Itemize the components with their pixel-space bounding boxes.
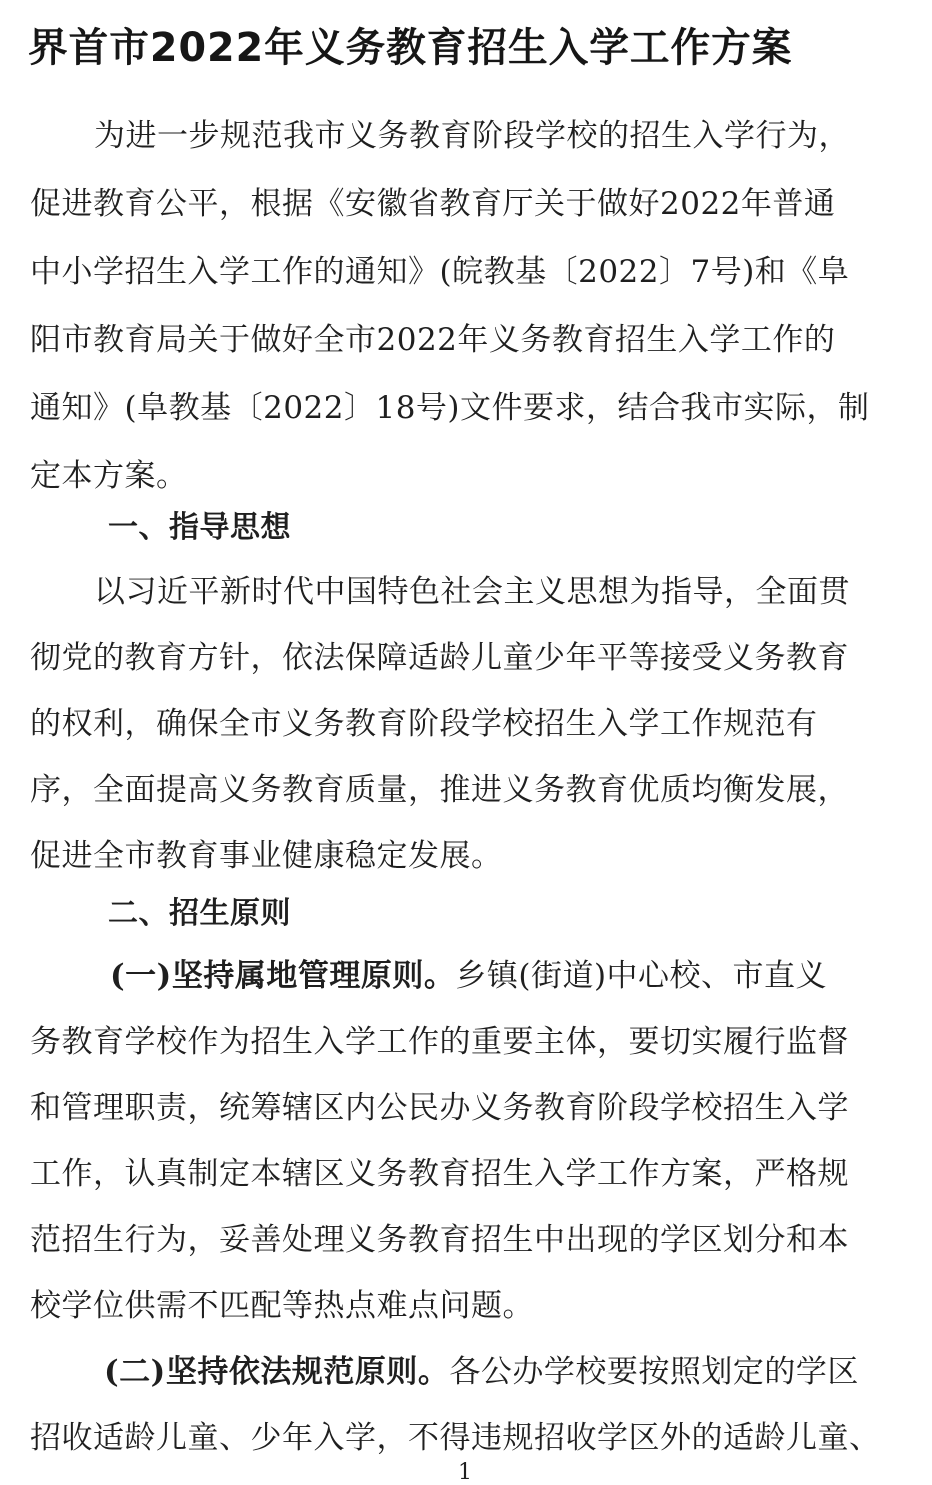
intro-line-4: 阳市教育局关于做好全市2022年义务教育招生入学工作的 bbox=[30, 322, 836, 358]
principle2-first-line bbox=[104, 1352, 859, 1392]
principle2-first-line-rest: 各公办学校要按照划定的学区 bbox=[449, 1354, 859, 1390]
section1-line-4: 序，全面提高义务教育质量，推进义务教育优质均衡发展， bbox=[30, 772, 849, 808]
principle1-lead: (一)坚持属地管理原则。 bbox=[110, 958, 456, 994]
principle1-line-2: 务教育学校作为招生入学工作的重要主体，要切实履行监督 bbox=[30, 1024, 849, 1060]
intro-line-3: 中小学招生入学工作的通知》(皖教基〔2022〕7号)和《阜 bbox=[30, 254, 850, 290]
principle1-first-line bbox=[110, 956, 827, 996]
section1-line-5: 促进全市教育事业健康稳定发展。 bbox=[30, 838, 503, 874]
section-heading-enrollment-principles: 二、招生原则 bbox=[108, 896, 291, 931]
principle2-lead: (二)坚持依法规范原则。 bbox=[104, 1354, 450, 1390]
document-title: 界首市2022年义务教育招生入学工作方案 bbox=[28, 25, 793, 71]
principle1-line-4: 工作，认真制定本辖区义务教育招生入学工作方案，严格规 bbox=[30, 1156, 849, 1192]
section1-line-3: 的权利，确保全市义务教育阶段学校招生入学工作规范有 bbox=[30, 706, 818, 742]
intro-line-6: 定本方案。 bbox=[30, 458, 188, 494]
principle1-line-5: 范招生行为，妥善处理义务教育招生中出现的学区划分和本 bbox=[30, 1222, 849, 1258]
intro-line-2: 促进教育公平，根据《安徽省教育厅关于做好2022年普通 bbox=[30, 186, 836, 222]
intro-line-5: 通知》(阜教基〔2022〕18号)文件要求，结合我市实际，制 bbox=[30, 390, 870, 426]
principle1-line-6: 校学位供需不匹配等热点难点问题。 bbox=[30, 1288, 534, 1324]
intro-line-1: 为进一步规范我市义务教育阶段学校的招生入学行为， bbox=[94, 118, 850, 154]
section1-line-2: 彻党的教育方针，依法保障适龄儿童少年平等接受义务教育 bbox=[30, 640, 849, 676]
principle1-first-line-rest: 乡镇(街道)中心校、市直义 bbox=[455, 958, 828, 994]
section-heading-guiding-ideology: 一、指导思想 bbox=[108, 510, 291, 545]
principle2-line-2: 招收适龄儿童、少年入学，不得违规招收学区外的适龄儿童、 bbox=[30, 1420, 881, 1456]
page-number: 1 bbox=[458, 1460, 472, 1485]
section1-line-1: 以习近平新时代中国特色社会主义思想为指导，全面贯 bbox=[94, 574, 850, 610]
principle1-line-3: 和管理职责，统筹辖区内公民办义务教育阶段学校招生入学 bbox=[30, 1090, 849, 1126]
